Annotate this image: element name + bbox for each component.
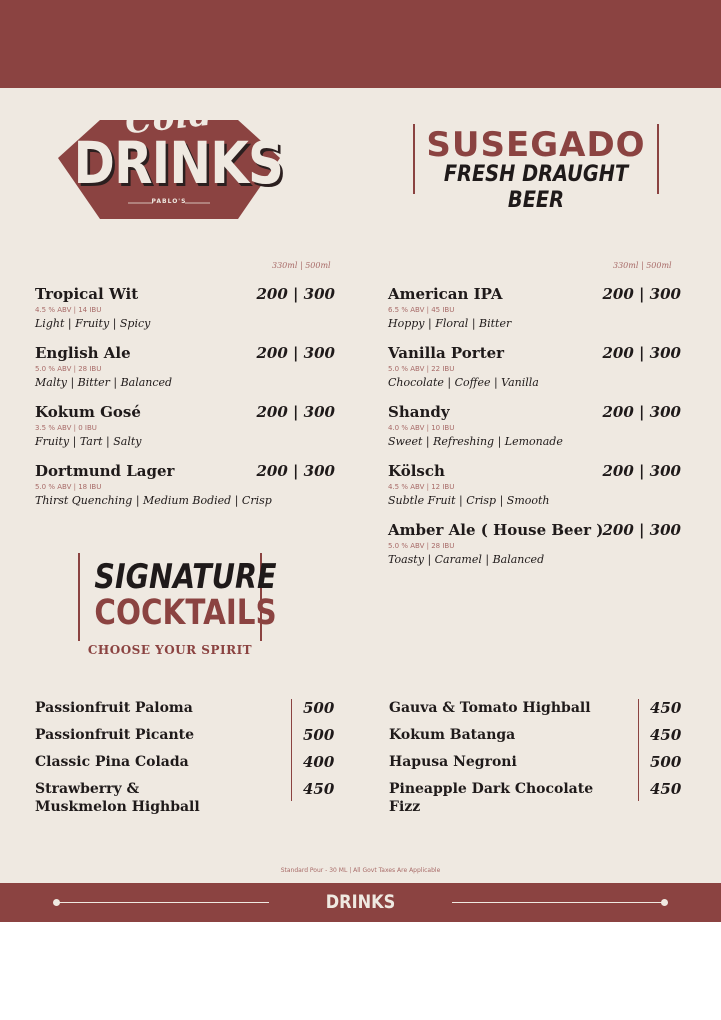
beer-notes: Sweet | Refreshing | Lemonade [388, 435, 563, 448]
cocktail-name: Gauva & Tomato Highball [389, 700, 591, 716]
beer-price: 200 | 300 [256, 285, 335, 303]
signature-cocktails-heading [78, 553, 277, 641]
cocktail-price: 500 [650, 753, 682, 771]
cocktail-price: 500 [303, 699, 335, 717]
cocktail-name: Kokum Batanga [389, 727, 516, 743]
cocktail-name: Pineapple Dark Chocolate Fizz [389, 781, 594, 815]
beer-name: Vanilla Porter [388, 344, 505, 362]
beer-name: Kokum Gosé [35, 403, 141, 421]
beer-abv: 5.0 % ABV | 22 IBU [388, 365, 455, 373]
beer-abv: 4.5 % ABV | 14 IBU [35, 306, 102, 314]
beer-name: Amber Ale ( House Beer ) [388, 521, 604, 539]
cocktail-price: 400 [303, 753, 335, 771]
beer-name: Shandy [388, 403, 450, 421]
beer-abv: 5.0 % ABV | 28 IBU [388, 542, 455, 550]
cocktail-price: 450 [650, 726, 682, 744]
beer-name: American IPA [388, 285, 503, 303]
top-band [0, 0, 721, 88]
cocktail-price: 500 [303, 726, 335, 744]
beer-price: 200 | 300 [256, 462, 335, 480]
beer-notes: Chocolate | Coffee | Vanilla [388, 376, 539, 389]
beer-price: 200 | 300 [602, 285, 681, 303]
logo-tag: PABLO'S [151, 198, 187, 205]
brewery-title: SUSEGADO [426, 125, 646, 165]
beer-abv: 4.5 % ABV | 12 IBU [388, 483, 455, 491]
beer-price: 200 | 300 [602, 521, 681, 539]
bottom-band [0, 883, 721, 922]
beer-notes: Toasty | Caramel | Balanced [388, 553, 545, 566]
beer-name: Tropical Wit [35, 285, 139, 303]
signature-line2: COCKTAILS [94, 593, 277, 633]
beer-abv: 3.5 % ABV | 0 IBU [35, 424, 97, 432]
beer-price: 200 | 300 [256, 403, 335, 421]
beer-price: 200 | 300 [602, 403, 681, 421]
cocktail-name: Strawberry & Muskmelon Highball [35, 781, 200, 815]
logo-word: DRINKS [73, 129, 284, 197]
beer-notes: Light | Fruity | Spicy [35, 317, 151, 330]
cocktail-name: Hapusa Negroni [389, 754, 517, 770]
beer-name: English Ale [35, 344, 131, 362]
cold-drinks-logo [58, 93, 284, 222]
beer-name: Dortmund Lager [35, 462, 175, 480]
beer-abv: 5.0 % ABV | 18 IBU [35, 483, 102, 491]
cocktail-name: Classic Pina Colada [35, 754, 189, 770]
cocktail-name: Passionfruit Picante [35, 727, 195, 743]
size-note-right: 330ml | 500ml [613, 261, 672, 270]
beer-price: 200 | 300 [602, 462, 681, 480]
logo-script: Cold [123, 93, 215, 142]
beer-notes: Hoppy | Floral | Bitter [388, 317, 512, 330]
brewery-subtitle: FRESH DRAUGHT BEER [443, 162, 629, 213]
cocktail-price: 450 [303, 780, 335, 798]
beer-notes: Fruity | Tart | Salty [35, 435, 142, 448]
beer-notes: Subtle Fruit | Crisp | Smooth [388, 494, 550, 507]
cocktail-name: Passionfruit Paloma [35, 700, 193, 716]
pour-note: Standard Pour - 30 ML | All Govt Taxes Are Applicable [280, 867, 441, 874]
brewery-header [413, 124, 659, 213]
beer-notes: Malty | Bitter | Balanced [35, 376, 173, 389]
size-note-left: 330ml | 500ml [272, 261, 331, 270]
footer-label: DRINKS [325, 891, 396, 913]
price-divider [638, 699, 639, 801]
signature-line1: SIGNATURE [94, 557, 277, 597]
choose-spirit-subtitle: CHOOSE YOUR SPIRIT [87, 643, 253, 657]
beer-abv: 4.0 % ABV | 10 IBU [388, 424, 455, 432]
beer-name: Kölsch [388, 462, 445, 480]
beer-price: 200 | 300 [602, 344, 681, 362]
beer-notes: Thirst Quenching | Medium Bodied | Crisp [35, 494, 272, 507]
price-divider [291, 699, 292, 801]
beer-price: 200 | 300 [256, 344, 335, 362]
cocktail-price: 450 [650, 780, 682, 798]
cocktail-price: 450 [650, 699, 682, 717]
beer-abv: 6.5 % ABV | 45 IBU [388, 306, 455, 314]
beer-abv: 5.0 % ABV | 28 IBU [35, 365, 102, 373]
